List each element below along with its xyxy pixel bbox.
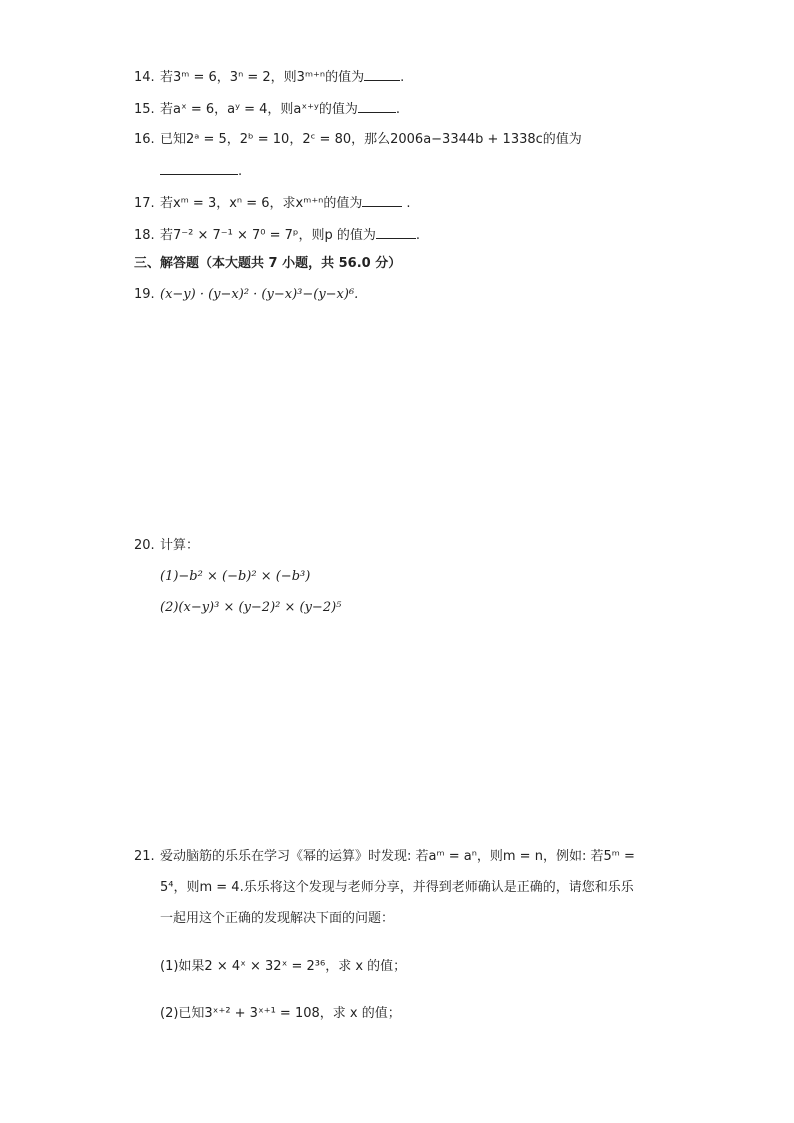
question-number: 17. [134,196,155,211]
question-text: 若7⁻² × 7⁻¹ × 7⁰ = 7ᵖ，则p 的值为 [160,228,376,243]
question-21-part-2: (2)已知3ˣ⁺² + 3ˣ⁺¹ = 108，求 x 的值； [160,1006,401,1021]
question-number: 21. [134,849,155,864]
question-text-line-1: 爱动脑筋的乐乐在学习《幂的运算》时发现: 若aᵐ = aⁿ，则m = n，例如: 若5ᵐ = [160,849,635,864]
question-16-answer-line [160,162,242,180]
question-21-line-3: 一起用这个正确的发现解决下面的问题： [160,911,395,926]
answer-blank[interactable] [362,194,402,207]
question-end: . [415,228,421,243]
question-21-part-1: (1)如果2 × 4ˣ × 32ˣ = 2³⁶，求 x 的值； [160,959,407,974]
question-end: . [238,164,243,179]
answer-blank[interactable] [358,100,396,113]
answer-blank[interactable] [376,226,416,239]
question-number: 15. [134,102,155,117]
question-19 [134,287,358,303]
question-end: . [406,196,411,211]
question-number: 14. [134,70,155,85]
question-text: 已知2ᵃ = 5，2ᵇ = 10，2ᶜ = 80，那么2006a−3344b + 1338c的值为 [160,132,582,147]
question-21 [134,849,635,865]
question-text: 若3ᵐ = 6，3ⁿ = 2，则3ᵐ⁺ⁿ的值为 [160,70,365,85]
question-text: 若xᵐ = 3，xⁿ = 6，求xᵐ⁺ⁿ的值为 [160,196,363,211]
question-20-part-2: (2)(x−y)³ × (y−2)² × (y−2)⁵ [160,600,342,615]
answer-blank[interactable] [160,162,238,175]
question-text: (x−y) · (y−x)² · (y−x)³−(y−x)⁶. [160,287,359,302]
question-number: 16. [134,132,155,147]
question-20-part-1: (1)−b² × (−b)² × (−b³) [160,569,311,584]
question-20 [134,538,199,554]
question-16 [134,132,582,148]
question-15 [134,100,400,118]
answer-blank[interactable] [364,68,400,81]
question-number: 19. [134,287,155,302]
question-number: 18. [134,228,155,243]
question-title: 计算： [160,538,200,553]
question-18 [134,226,420,244]
question-end: . [400,70,405,85]
question-17 [134,194,411,212]
question-21-line-2: 5⁴，则m = 4.乐乐将这个发现与老师分享，并得到老师确认是正确的，请您和乐乐 [160,880,634,895]
question-end: . [395,102,400,117]
section-heading: 三、解答题（本大题共 7 小题，共 56.0 分） [134,256,402,271]
question-14 [134,68,404,86]
question-text: 若aˣ = 6，aʸ = 4，则aˣ⁺ʸ的值为 [160,102,358,117]
question-number: 20. [134,538,155,553]
